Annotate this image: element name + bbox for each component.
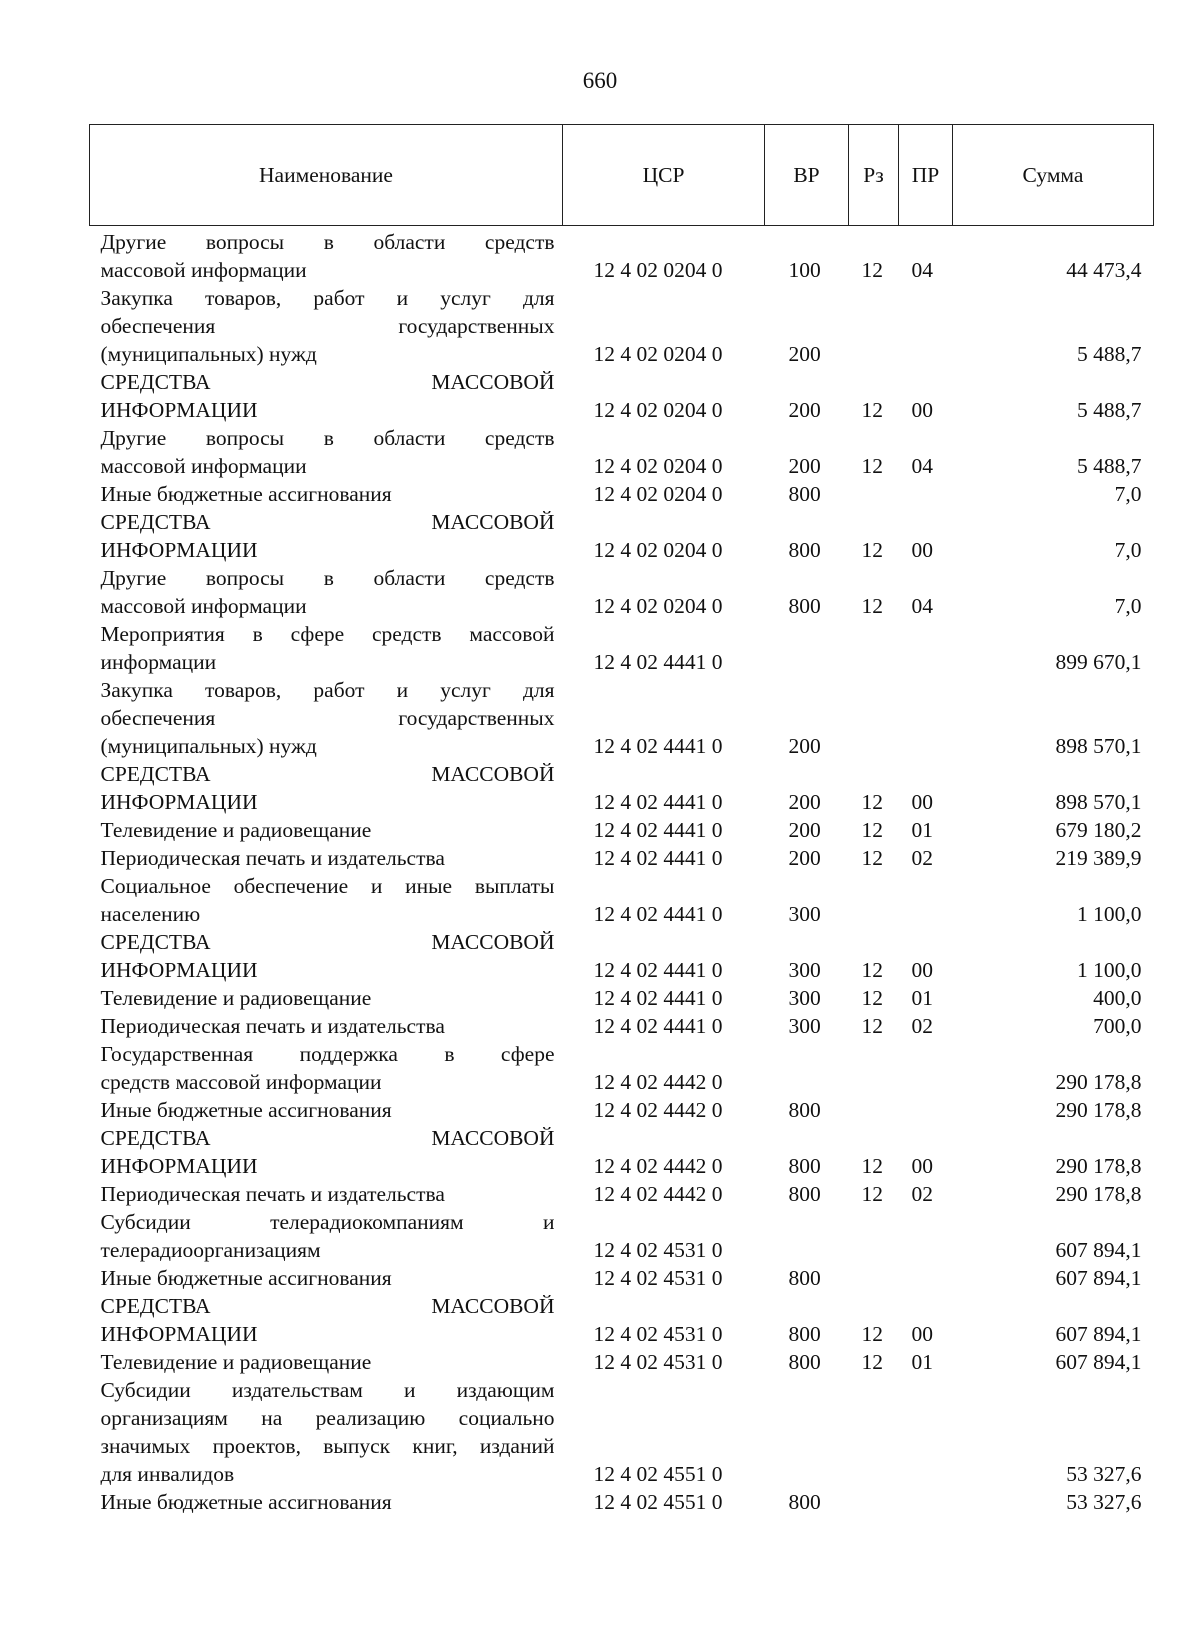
row-name-line: ИНФОРМАЦИИ — [100, 958, 258, 982]
row-name-line: Субсидии издательствам и издающим — [100, 1378, 555, 1402]
row-csr: 12 4 02 0204 0 — [593, 258, 723, 282]
row-csr: 12 4 02 4441 0 — [593, 958, 723, 982]
row-sum: 290 178,8 — [1055, 1070, 1142, 1094]
row-name-line: Иные бюджетные ассигнования — [100, 1490, 392, 1514]
row-rz: 12 — [861, 1154, 883, 1178]
row-csr: 12 4 02 4442 0 — [593, 1182, 723, 1206]
row-name — [90, 1488, 563, 1516]
row-name-line: ИНФОРМАЦИИ — [100, 538, 258, 562]
row-rz — [849, 480, 899, 508]
row-name — [90, 928, 563, 984]
row-vr: 200 — [788, 454, 821, 478]
row-name-line: Социальное обеспечение и иные выплаты — [100, 874, 555, 898]
row-name-line: Иные бюджетные ассигнования — [100, 482, 392, 506]
table-row — [90, 816, 1154, 844]
row-rz — [849, 1376, 899, 1488]
row-pr — [899, 1488, 953, 1516]
table-row — [90, 284, 1154, 368]
table-row — [90, 676, 1154, 760]
row-vr: 800 — [788, 1266, 821, 1290]
row-vr: 800 — [788, 1350, 821, 1374]
row-vr: 200 — [788, 734, 821, 758]
row-vr: 800 — [788, 482, 821, 506]
row-rz: 12 — [861, 846, 883, 870]
row-rz — [849, 1040, 899, 1096]
table-row — [90, 226, 1154, 285]
row-csr: 12 4 02 4442 0 — [593, 1154, 723, 1178]
row-csr: 12 4 02 4441 0 — [593, 650, 723, 674]
row-rz: 12 — [861, 1322, 883, 1346]
row-name-line: СРЕДСТВА МАССОВОЙ — [100, 1294, 555, 1318]
row-sum: 5 488,7 — [1077, 454, 1142, 478]
row-rz — [849, 1488, 899, 1516]
row-sum: 607 894,1 — [1055, 1238, 1142, 1262]
table-row — [90, 424, 1154, 480]
row-name — [90, 1348, 563, 1376]
row-name — [90, 1208, 563, 1264]
row-pr: 01 — [911, 1350, 933, 1374]
row-vr: 200 — [788, 790, 821, 814]
header-pr: ПР — [899, 125, 953, 226]
table-row — [90, 760, 1154, 816]
row-rz: 12 — [861, 1350, 883, 1374]
row-name-line: населению — [100, 902, 201, 926]
row-name-line: обеспечения государственных — [100, 314, 555, 338]
row-name-line: Периодическая печать и издательства — [100, 1014, 445, 1038]
row-vr: 800 — [788, 538, 821, 562]
row-rz: 12 — [861, 818, 883, 842]
row-name-line: Субсидии телерадиокомпаниям и — [100, 1210, 555, 1234]
row-vr: 800 — [788, 1490, 821, 1514]
row-csr: 12 4 02 4531 0 — [593, 1266, 723, 1290]
row-name-line: СРЕДСТВА МАССОВОЙ — [100, 370, 555, 394]
table-body — [90, 226, 1154, 1517]
row-rz: 12 — [861, 538, 883, 562]
row-sum: 898 570,1 — [1055, 734, 1142, 758]
row-vr: 800 — [788, 594, 821, 618]
row-pr — [899, 284, 953, 368]
row-name-line: (муниципальных) нужд — [100, 734, 317, 758]
table-row — [90, 844, 1154, 872]
row-name-line: значимых проектов, выпуск книг, изданий — [100, 1434, 555, 1458]
table-row — [90, 984, 1154, 1012]
row-csr: 12 4 02 0204 0 — [593, 342, 723, 366]
row-csr: 12 4 02 0204 0 — [593, 454, 723, 478]
row-name-line: Другие вопросы в области средств — [100, 566, 555, 590]
row-vr: 800 — [788, 1098, 821, 1122]
table-row — [90, 368, 1154, 424]
row-name-line: Другие вопросы в области средств — [100, 230, 555, 254]
row-name-line: СРЕДСТВА МАССОВОЙ — [100, 1126, 555, 1150]
table-row — [90, 1264, 1154, 1292]
row-rz: 12 — [861, 986, 883, 1010]
row-csr: 12 4 02 4441 0 — [593, 1014, 723, 1038]
row-pr — [899, 872, 953, 928]
row-name-line: информации — [100, 650, 217, 674]
row-name — [90, 620, 563, 676]
row-pr: 01 — [911, 986, 933, 1010]
row-sum: 44 473,4 — [1066, 258, 1142, 282]
row-name-line: Закупка товаров, работ и услуг для — [100, 286, 555, 310]
row-name-line: средств массовой информации — [100, 1070, 382, 1094]
header-vr: ВР — [765, 125, 849, 226]
table-row — [90, 1348, 1154, 1376]
row-name — [90, 984, 563, 1012]
row-vr: 300 — [788, 1014, 821, 1038]
row-name — [90, 872, 563, 928]
row-name — [90, 508, 563, 564]
header-rz: Рз — [849, 125, 899, 226]
row-pr: 04 — [911, 454, 933, 478]
row-name — [90, 480, 563, 508]
row-csr: 12 4 02 0204 0 — [593, 482, 723, 506]
row-name-line: Закупка товаров, работ и услуг для — [100, 678, 555, 702]
row-name — [90, 368, 563, 424]
row-vr — [765, 1376, 849, 1488]
row-csr: 12 4 02 4441 0 — [593, 790, 723, 814]
row-name-line: массовой информации — [100, 594, 307, 618]
table-row — [90, 620, 1154, 676]
row-vr: 200 — [788, 342, 821, 366]
row-name-line: организациям на реализацию социально — [100, 1406, 555, 1430]
row-csr: 12 4 02 4441 0 — [593, 986, 723, 1010]
row-pr — [899, 480, 953, 508]
row-name — [90, 760, 563, 816]
row-name — [90, 1096, 563, 1124]
row-sum: 290 178,8 — [1055, 1098, 1142, 1122]
row-sum: 607 894,1 — [1055, 1322, 1142, 1346]
row-name-line: для инвалидов — [100, 1462, 235, 1486]
row-csr: 12 4 02 4531 0 — [593, 1350, 723, 1374]
row-sum: 7,0 — [1114, 538, 1142, 562]
row-name — [90, 1180, 563, 1208]
row-sum: 5 488,7 — [1077, 342, 1142, 366]
row-vr: 300 — [788, 902, 821, 926]
row-name-line: ИНФОРМАЦИИ — [100, 1322, 258, 1346]
row-vr — [765, 1040, 849, 1096]
budget-table — [89, 124, 1154, 1516]
row-name — [90, 1292, 563, 1348]
row-name — [90, 1012, 563, 1040]
table-row — [90, 564, 1154, 620]
row-rz: 12 — [861, 1182, 883, 1206]
table-row — [90, 1040, 1154, 1096]
row-name-line: СРЕДСТВА МАССОВОЙ — [100, 762, 555, 786]
row-sum: 400,0 — [1093, 986, 1142, 1010]
table-row — [90, 1124, 1154, 1180]
row-vr: 200 — [788, 818, 821, 842]
row-pr — [899, 1208, 953, 1264]
row-sum: 1 100,0 — [1077, 902, 1142, 926]
row-name — [90, 1264, 563, 1292]
row-pr — [899, 620, 953, 676]
row-rz — [849, 872, 899, 928]
row-name-line: Телевидение и радиовещание — [100, 1350, 372, 1374]
header-sum: Сумма — [953, 125, 1154, 226]
row-csr: 12 4 02 4441 0 — [593, 734, 723, 758]
row-name-line: Другие вопросы в области средств — [100, 426, 555, 450]
row-pr: 04 — [911, 258, 933, 282]
row-pr: 01 — [911, 818, 933, 842]
row-name — [90, 564, 563, 620]
row-pr: 00 — [911, 398, 933, 422]
row-csr: 12 4 02 0204 0 — [593, 538, 723, 562]
row-sum: 219 389,9 — [1055, 846, 1142, 870]
row-name-line: СРЕДСТВА МАССОВОЙ — [100, 510, 555, 534]
row-name — [90, 284, 563, 368]
row-vr: 800 — [788, 1154, 821, 1178]
row-rz: 12 — [861, 594, 883, 618]
row-vr: 300 — [788, 986, 821, 1010]
row-name — [90, 816, 563, 844]
table-row — [90, 872, 1154, 928]
row-rz: 12 — [861, 454, 883, 478]
table-row — [90, 1180, 1154, 1208]
row-csr: 12 4 02 4441 0 — [593, 846, 723, 870]
row-name-line: ИНФОРМАЦИИ — [100, 398, 258, 422]
row-rz — [849, 284, 899, 368]
row-rz: 12 — [861, 398, 883, 422]
row-rz: 12 — [861, 958, 883, 982]
table-row — [90, 1292, 1154, 1348]
row-vr: 300 — [788, 958, 821, 982]
row-name-line: СРЕДСТВА МАССОВОЙ — [100, 930, 555, 954]
row-rz — [849, 1264, 899, 1292]
row-rz — [849, 1096, 899, 1124]
row-name-line: Мероприятия в сфере средств массовой — [100, 622, 555, 646]
row-pr — [899, 1264, 953, 1292]
row-sum: 7,0 — [1114, 482, 1142, 506]
row-name — [90, 226, 563, 285]
table-row — [90, 1208, 1154, 1264]
row-sum: 607 894,1 — [1055, 1266, 1142, 1290]
row-rz — [849, 676, 899, 760]
row-name-line: Периодическая печать и издательства — [100, 846, 445, 870]
row-pr: 00 — [911, 1322, 933, 1346]
row-pr: 00 — [911, 1154, 933, 1178]
row-csr: 12 4 02 4442 0 — [593, 1070, 723, 1094]
row-pr — [899, 1376, 953, 1488]
row-name-line: ИНФОРМАЦИИ — [100, 1154, 258, 1178]
row-csr: 12 4 02 4441 0 — [593, 902, 723, 926]
row-csr: 12 4 02 4441 0 — [593, 818, 723, 842]
table-row — [90, 508, 1154, 564]
row-name-line: Телевидение и радиовещание — [100, 986, 372, 1010]
row-name — [90, 1040, 563, 1096]
table-row — [90, 480, 1154, 508]
row-name-line: Иные бюджетные ассигнования — [100, 1266, 392, 1290]
row-sum: 700,0 — [1093, 1014, 1142, 1038]
row-pr — [899, 676, 953, 760]
table-row — [90, 928, 1154, 984]
row-csr: 12 4 02 4531 0 — [593, 1322, 723, 1346]
row-name-line: массовой информации — [100, 454, 307, 478]
row-rz: 12 — [861, 258, 883, 282]
row-sum: 5 488,7 — [1077, 398, 1142, 422]
row-pr — [899, 1096, 953, 1124]
row-sum: 679 180,2 — [1055, 818, 1142, 842]
row-name-line: Телевидение и радиовещание — [100, 818, 372, 842]
row-csr: 12 4 02 4551 0 — [593, 1490, 723, 1514]
row-pr: 02 — [911, 1014, 933, 1038]
row-sum: 290 178,8 — [1055, 1154, 1142, 1178]
row-name-line: массовой информации — [100, 258, 307, 282]
row-vr — [765, 1208, 849, 1264]
table-row — [90, 1012, 1154, 1040]
row-csr: 12 4 02 4551 0 — [593, 1462, 723, 1486]
row-vr — [765, 620, 849, 676]
row-csr: 12 4 02 4531 0 — [593, 1238, 723, 1262]
row-vr: 800 — [788, 1322, 821, 1346]
header-name: Наименование — [90, 125, 563, 226]
row-name-line: Периодическая печать и издательства — [100, 1182, 445, 1206]
row-csr: 12 4 02 0204 0 — [593, 594, 723, 618]
row-csr: 12 4 02 0204 0 — [593, 398, 723, 422]
row-sum: 899 670,1 — [1055, 650, 1142, 674]
page-number: 660 — [582, 68, 618, 93]
row-rz: 12 — [861, 790, 883, 814]
row-sum: 607 894,1 — [1055, 1350, 1142, 1374]
row-vr: 100 — [788, 258, 821, 282]
row-name-line: Иные бюджетные ассигнования — [100, 1098, 392, 1122]
row-name — [90, 1124, 563, 1180]
row-name — [90, 1376, 563, 1488]
row-vr: 800 — [788, 1182, 821, 1206]
row-sum: 898 570,1 — [1055, 790, 1142, 814]
row-pr — [899, 1040, 953, 1096]
table-row — [90, 1488, 1154, 1516]
row-rz — [849, 1208, 899, 1264]
row-pr: 00 — [911, 790, 933, 814]
row-rz — [849, 620, 899, 676]
row-csr: 12 4 02 4442 0 — [593, 1098, 723, 1122]
row-sum: 53 327,6 — [1066, 1490, 1142, 1514]
row-pr: 02 — [911, 846, 933, 870]
row-rz: 12 — [861, 1014, 883, 1038]
row-vr: 200 — [788, 846, 821, 870]
row-sum: 7,0 — [1114, 594, 1142, 618]
row-sum: 53 327,6 — [1066, 1462, 1142, 1486]
row-pr: 04 — [911, 594, 933, 618]
row-name-line: ИНФОРМАЦИИ — [100, 790, 258, 814]
row-pr: 00 — [911, 958, 933, 982]
row-name-line: обеспечения государственных — [100, 706, 555, 730]
row-name-line: телерадиоорганизациям — [100, 1238, 321, 1262]
row-name — [90, 844, 563, 872]
row-vr: 200 — [788, 398, 821, 422]
row-name — [90, 676, 563, 760]
row-pr: 02 — [911, 1182, 933, 1206]
table-row — [90, 1376, 1154, 1488]
row-name — [90, 424, 563, 480]
row-sum: 290 178,8 — [1055, 1182, 1142, 1206]
table-row — [90, 1096, 1154, 1124]
row-name-line: (муниципальных) нужд — [100, 342, 317, 366]
row-sum: 1 100,0 — [1077, 958, 1142, 982]
header-csr: ЦСР — [563, 125, 765, 226]
row-name-line: Государственная поддержка в сфере — [100, 1042, 555, 1066]
row-pr: 00 — [911, 538, 933, 562]
table-header-row — [90, 125, 1154, 226]
